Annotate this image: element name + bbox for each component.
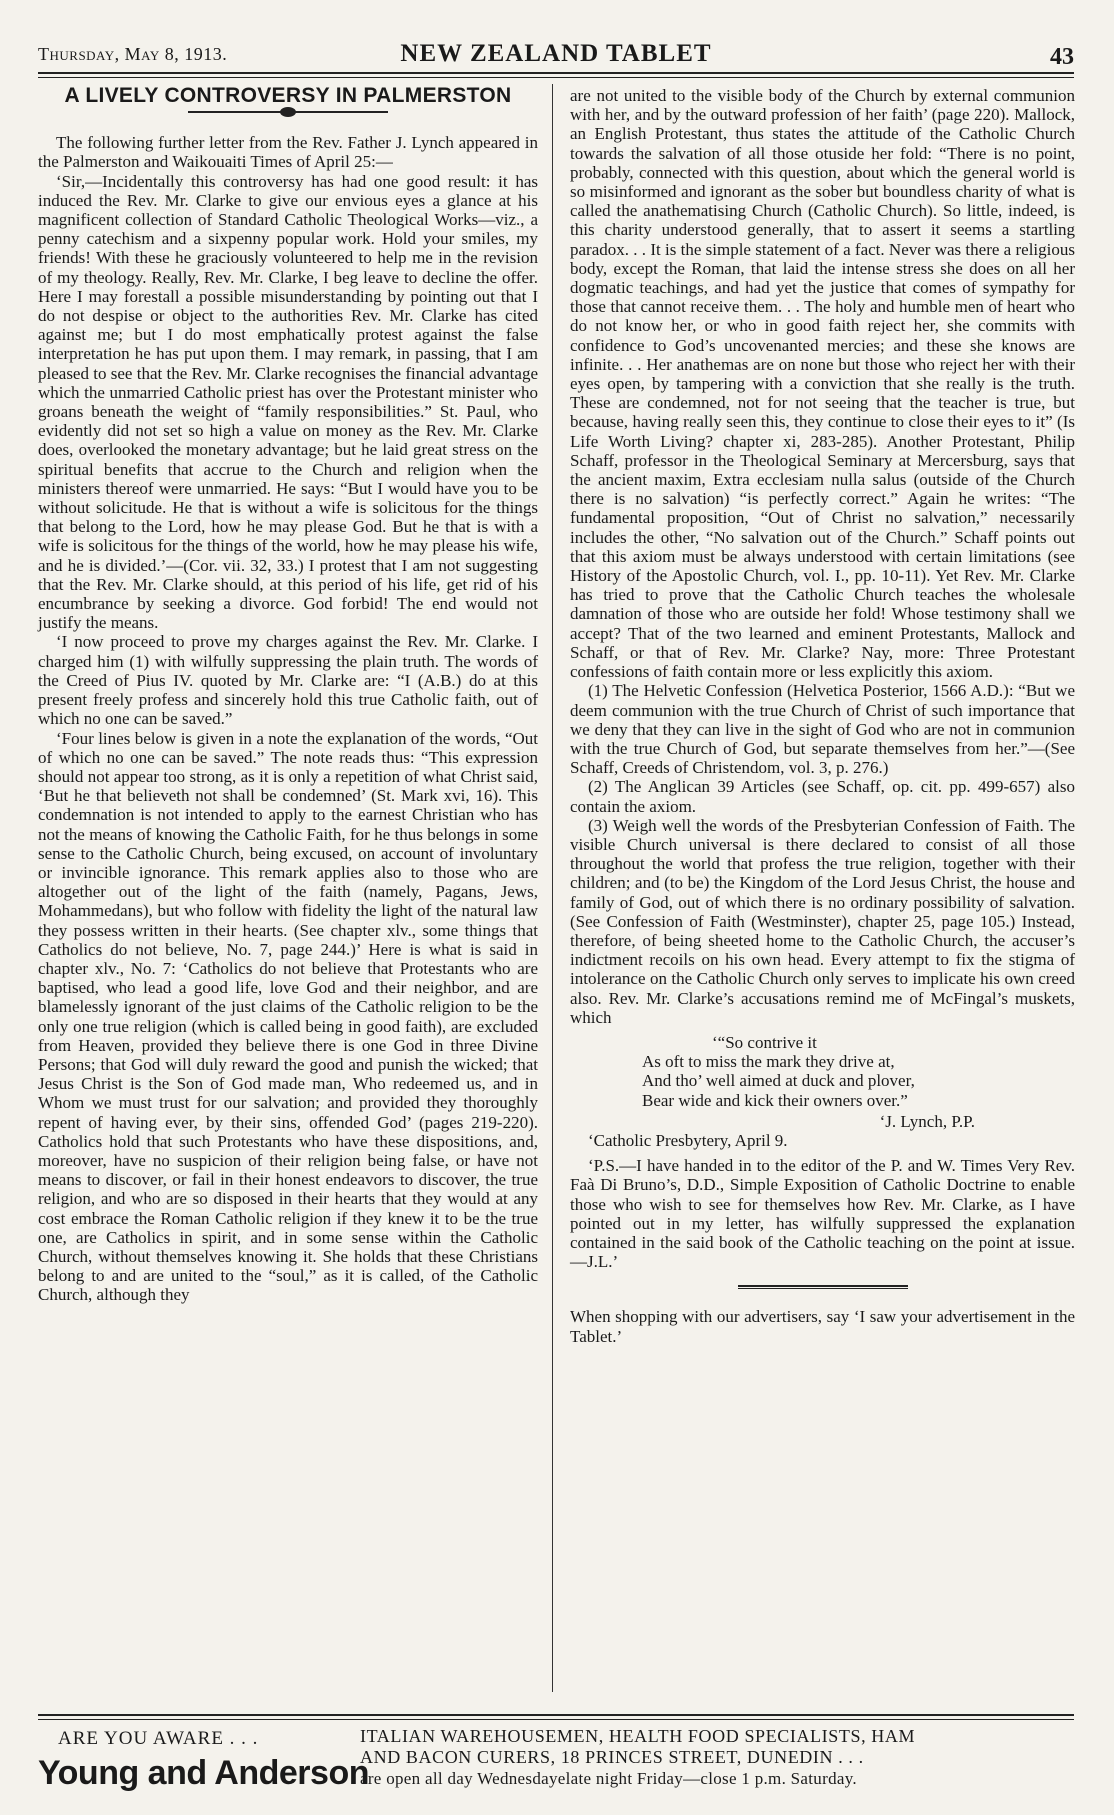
poem-line: As oft to miss the mark they drive at, bbox=[642, 1052, 895, 1072]
article-paragraph: ‘Sir,—Incidentally this controversy has had one good result: it has induced the Rev. Mr. Clarke to give our envious eyes a glance at his magnificent collection of Standard Catholic Theological Works—viz., a penny catechism and a sixpenny popular work. Hold your smiles, my friends! With these he graciously volunteered to help me in the revision of my theology. Really, Rev. Mr. Clarke, I beg leave to decline the offer. Here I may forestall a possible misunderstanding by pointing out that I do not despise or object to the authorities Rev. Mr. Clarke has cited against me; but I do most emphatically protest against the false interpretation he has put upon them. I may remark, in passing, that I am pleased to see that the Rev. Mr. Clarke recognises the financial advantage which the unmarried Catholic priest has over the Protestant minister who groans beneath the weight of “family responsibilities.” St. Paul, who evidently did not set so high a value on money as the Rev. Mr. Clarke does, overlooked the monetary advantage; but he laid great stress on the spiritual benefits that accrue to the Church and religion when the ministers thereof were unmarried. He says: “But I would have you to be without solicitude. He that is without a wife is solicitous for the things that belong to the Lord, how he may please God. But he that is with a wife is solicitous for the things of the world, how he may please his wife, and he is divided.’—(Cor. vii. 32, 33.) I protest that I am not suggesting that the Rev. Mr. Clarke should, at this period of his life, get rid of his encumbrance by seeking a divorce. God forbid! The end would not justify the means. bbox=[38, 171, 538, 633]
masthead bbox=[38, 40, 1074, 70]
ad-line: AND BACON CURERS, 18 PRINCES STREET, DUNEDIN . . . bbox=[360, 1747, 864, 1767]
poem-line: ‘“So contrive it bbox=[712, 1032, 817, 1052]
article-paragraph: ‘Four lines below is given in a note the explanation of the words, “Out of which no one can be saved.” The note reads thus: “This expression should not appear too strong, as it is only a repetition of what Christ said, ‘But he that believeth not shall be condemned’ (St. Mark xvi, 16). This condemnation is not intended to apply to the earnest Christian who has not the means of knowing the Catholic Faith, for he thus belongs in some sense to the Catholic Church, being excused, on account of involuntary or invincible ignorance. This remark applies also to those who are altogether out of the light of the faith (namely, Pagans, Jews, Mohammedans), but who follow with fidelity the light of the natural law they possess written in their hearts. (See chapter xlv., some things that Catholics do not believe, No. 7, page 244.)’ Here is what is said in chapter xlv., No. 7: ‘Catholics do not believe that Protestants who are baptised, who lead a good life, love God and their neighbor, and are blamelessly ignorant of the just claims of the Catholic religion to be the only one true religion (which is called being in good faith), are excluded from Heaven, provided they believe there is one God in three Divine Persons; that God will duly reward the good and punish the wicked; that Jesus Christ is the Son of God made man, Who redeemed us, and in Whom we must trust for our salvation; and provided they thoroughly repent of having ever, by their sins, offended God’ (pages 219-220). Catholics hold that such Protestants who have these dispositions, and, moreover, have no suspicion of their religion being false, or have not means to discover, or fail in their honest endeavors to discover, the true religion, and who are so disposed in their hearts that they would at any cost embrace the Roman Catholic religion if they knew it to be the true one, are Catholics in spirit, and in some sense within the Catholic Church, without themselves knowing it. She holds that these Christians belong to and are united to the “soul,” as it is called, of the Catholic Church, although they bbox=[38, 728, 538, 1305]
page-number: 43 bbox=[1050, 44, 1074, 70]
ad-line: ITALIAN WAREHOUSEMEN, HEALTH FOOD SPECIALISTS, HAM bbox=[360, 1726, 916, 1746]
presbytery-line: ‘Catholic Presbytery, April 9. bbox=[588, 1130, 788, 1150]
ad-text bbox=[360, 1726, 1074, 1789]
article-paragraph: (2) The Anglican 39 Articles (see Schaff, op. cit. pp. 499-657) also contain the axiom. bbox=[570, 777, 1075, 816]
poem-line: And tho’ well aimed at duck and plover, bbox=[642, 1071, 915, 1091]
section-rule bbox=[738, 1285, 908, 1289]
article-paragraph: ‘I now proceed to prove my charges against the Rev. Mr. Clarke. I charged him (1) with wilfully suppressing the plain truth. The words of the Creed of Pius IV. quoted by Mr. Clarke are: “I (A.B.) do at this present freely profess and sincerely hold this true Catholic faith, out of which no one can be saved.” bbox=[38, 632, 538, 729]
ad-line: are open all day Wednesdayelate night Friday—close 1 p.m. Saturday. bbox=[360, 1769, 857, 1788]
poem-quote bbox=[642, 1033, 1075, 1110]
signature: ‘J. Lynch, P.P. bbox=[879, 1111, 975, 1131]
left-column bbox=[38, 86, 538, 1305]
masthead-rule bbox=[38, 72, 1074, 78]
issue-date: Thursday, May 8, 1913. bbox=[38, 44, 228, 64]
footer-rule bbox=[38, 1714, 1074, 1720]
article-intro: The following further letter from the Rev. Father J. Lynch appeared in the Palmerston and Waikouaiti Times of April 25:— bbox=[38, 133, 538, 172]
article-paragraph: (1) The Helvetic Confession (Helvetica Posterior, 1566 A.D.): “But we deem communion with the true Church of Christ of such importance that we deny that they can live in the sight of God who are not in communion with the true Church of God, but separate themselves from her.”—(See Schaff, Creeds of Christendom, vol. 3, p. 276.) bbox=[570, 681, 1075, 778]
article-headline: A LIVELY CONTROVERSY IN PALMERSTON bbox=[64, 84, 512, 107]
footer-advertisement bbox=[38, 1726, 1074, 1806]
article-paragraph: (3) Weigh well the words of the Presbyterian Confession of Faith. The visible Church universal is there declared to consist of all those throughout the world that profess the true religion, together with their children; and (to be) the Kingdom of the Lord Jesus Christ, the house and family of God, out of which there is no ordinary possibility of salvation. (See Confession of Faith (Westminster), chapter 25, page 105.) Instead, therefore, of being sheeted home to the Catholic Church, the accuser’s indictment recoils on his own head. Every attempt to fix the stigma of intolerance on the Catholic Church only serves to implicate his own creed also. Rev. Mr. Clarke’s accusations remind me of McFingal’s muskets, which bbox=[570, 815, 1075, 1027]
column-divider bbox=[552, 84, 553, 1692]
newspaper-title: NEW ZEALAND TABLET bbox=[400, 40, 712, 67]
shopping-note: When shopping with our advertisers, say ‘I saw your advertisement in the Tablet.’ bbox=[570, 1307, 1075, 1346]
poem-line: Bear wide and kick their owners over.” bbox=[642, 1090, 908, 1110]
ad-aware: ARE YOU AWARE . . . bbox=[58, 1728, 259, 1749]
postscript: ‘P.S.—I have handed in to the editor of the P. and W. Times Very Rev. Faà Di Bruno’s, D.D., Simple Exposition of Catholic Doctrine to enable those who wish to see for themselves how Rev. Mr. Clarke, as I have pointed out in my letter, has wilfully suppressed the explanation contained in the said book of the Catholic teaching on the point at issue.—J.L.’ bbox=[570, 1156, 1075, 1272]
right-column bbox=[570, 86, 1075, 1346]
article-paragraph: are not united to the visible body of the Church by external communion with her, and by the outward profession of her faith’ (page 220). Mallock, an English Protestant, thus states the attitude of the Catholic Church towards the salvation of all those otuside her fold: “There is no point, probably, connected with this question, about which the general world is so misinformed and ignorant as the sober but boundless charity of what is called the anathematising Church (Catholic Church). So little, indeed, is this charity understood generally, that to assert it seems a startling paradox. . . It is the simple statement of a fact. Never was there a religious body, except the Roman, that laid the intense stress she does on all her dogmatic teachings, and had yet the justice that comes of sympathy for those that cannot receive them. . . The holy and humble men of heart who do not know her, or who in good faith reject her, she commits with confidence to God’s uncovenanted mercies; and these she knows are infinite. . . Her anathemas are on none but those who reject her with their eyes open, by tampering with a conviction that she really is the truth. These are condemned, not for not seeing that the teacher is true, but because, having really seen this, they continue to close their eyes to it” (Is Life Worth Living? chapter xi, 283-285). Another Protestant, Philip Schaff, professor in the Theological Seminary at Mercersburg, says that the ancient maxim, Extra ecclesiam nulla salus (outside of the Church there is no salvation) “is perfectly correct.” Again he writes: “The fundamental proposition, “Out of Christ no salvation,” necessarily includes the other, “No salvation out of the Church.” Schaff points out that this axiom must be always understood with certain limitations (see History of the Apostolic Church, vol. I., pp. 10-11). Yet Rev. Mr. Clarke has tried to prove that the Catholic Church teaches the wholesale damnation of those who are outside her fold! Whose testimony shall we accept? That of the two learned and eminent Protestants, Mallock and Schaff, or that of Rev. Mr. Clarke? Nay, more: Three Protestant confessions of faith contain more or less explicitly this axiom. bbox=[570, 86, 1075, 682]
ad-brand: Young and Anderson bbox=[38, 1754, 369, 1792]
headline-ornament bbox=[188, 107, 388, 117]
